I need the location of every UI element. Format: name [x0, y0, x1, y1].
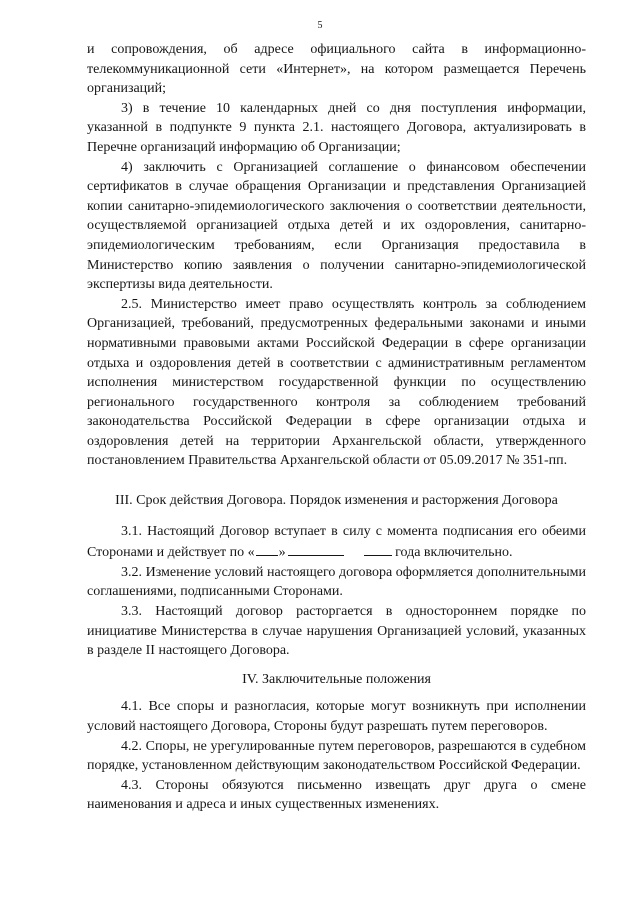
paragraph-continuation: и сопровождения, об адресе официального сайта в информационно-телекоммуникационной сети «Интернет», на котором размещается Перечень организаций;	[87, 42, 586, 97]
date-quote-open: «	[247, 545, 255, 561]
paragraph-3-1	[87, 522, 586, 563]
paragraph-4-3: 4.3. Стороны обязуются письменно извещать друг друга о смене наименования и адреса и иных существенных изменениях.	[87, 777, 586, 813]
section-4-heading: IV. Заключительные положения	[242, 671, 431, 687]
day-blank-line	[256, 541, 278, 556]
paragraph-3-3: 3.3. Настоящий договор расторгается в одностороннем порядке по инициативе Министерства в случае нарушения Организацией условий, указанных в разделе II настоящего Договора.	[87, 604, 586, 659]
paragraph-3-1-end: года включительно.	[395, 545, 513, 561]
month-blank-line	[288, 541, 344, 556]
paragraph-4-2: 4.2. Споры, не урегулированные путем переговоров, разрешаются в судебном порядке, установленном действующим законодательством Российской Федерации.	[87, 738, 586, 774]
document-body	[87, 40, 586, 815]
date-quote-close: »	[278, 545, 286, 561]
paragraph-3-2: 3.2. Изменение условий настоящего договора оформляется дополнительными соглашениями, подписанными Сторонами.	[87, 564, 586, 600]
page-number: 5	[317, 20, 323, 31]
paragraph-item-4: 4) заключить с Организацией соглашение о финансовом обеспечении сертификатов в случае обращения Организации и представления Организацией копии санитарно-эпидемиологического заключения о соответствии деятельности, осуществляемой организацией отдыха детей и их оздоровления, санитарно-эпидемиологическим требованиям, если Организация предоставила в Министерство копию заявления о получении санитарно-эпидемиологической экспертизы вида деятельности.	[87, 159, 586, 293]
paragraph-2-5: 2.5. Министерство имеет право осуществлять контроль за соблюдением Организацией, требований, предусмотренных федеральными законами и иными нормативными правовыми актами Российской Федерации в сфере организации отдыха и оздоровления детей в соответствии с административным регламентом исполнения министерством государственной функции по осуществлению регионального государственного контроля за соблюдением требований законодательства Российской Федерации в сфере организации отдыха и оздоровления детей на территории Архангельской области, утвержденного постановлением Правительства Архангельской области от 05.09.2017 № 351-пп.	[87, 296, 586, 469]
section-3-heading: III. Срок действия Договора. Порядок изменения и расторжения Договора	[115, 493, 558, 509]
paragraph-4-1: 4.1. Все споры и разногласия, которые могут возникнуть при исполнении условий настоящего Договора, Стороны будут разрешать путем переговоров.	[87, 699, 586, 734]
paragraph-item-3: 3) в течение 10 календарных дней со дня поступления информации, указанной в подпункте 9 пункта 2.1. настоящего Договора, актуализировать в Перечне организаций информацию об Организации;	[87, 100, 586, 155]
year-blank-line	[364, 541, 392, 556]
paragraph-3-1-text: 3.1. Настоящий Договор вступает в силу с момента подписания его обеими Сторонами и действует по	[87, 523, 586, 561]
